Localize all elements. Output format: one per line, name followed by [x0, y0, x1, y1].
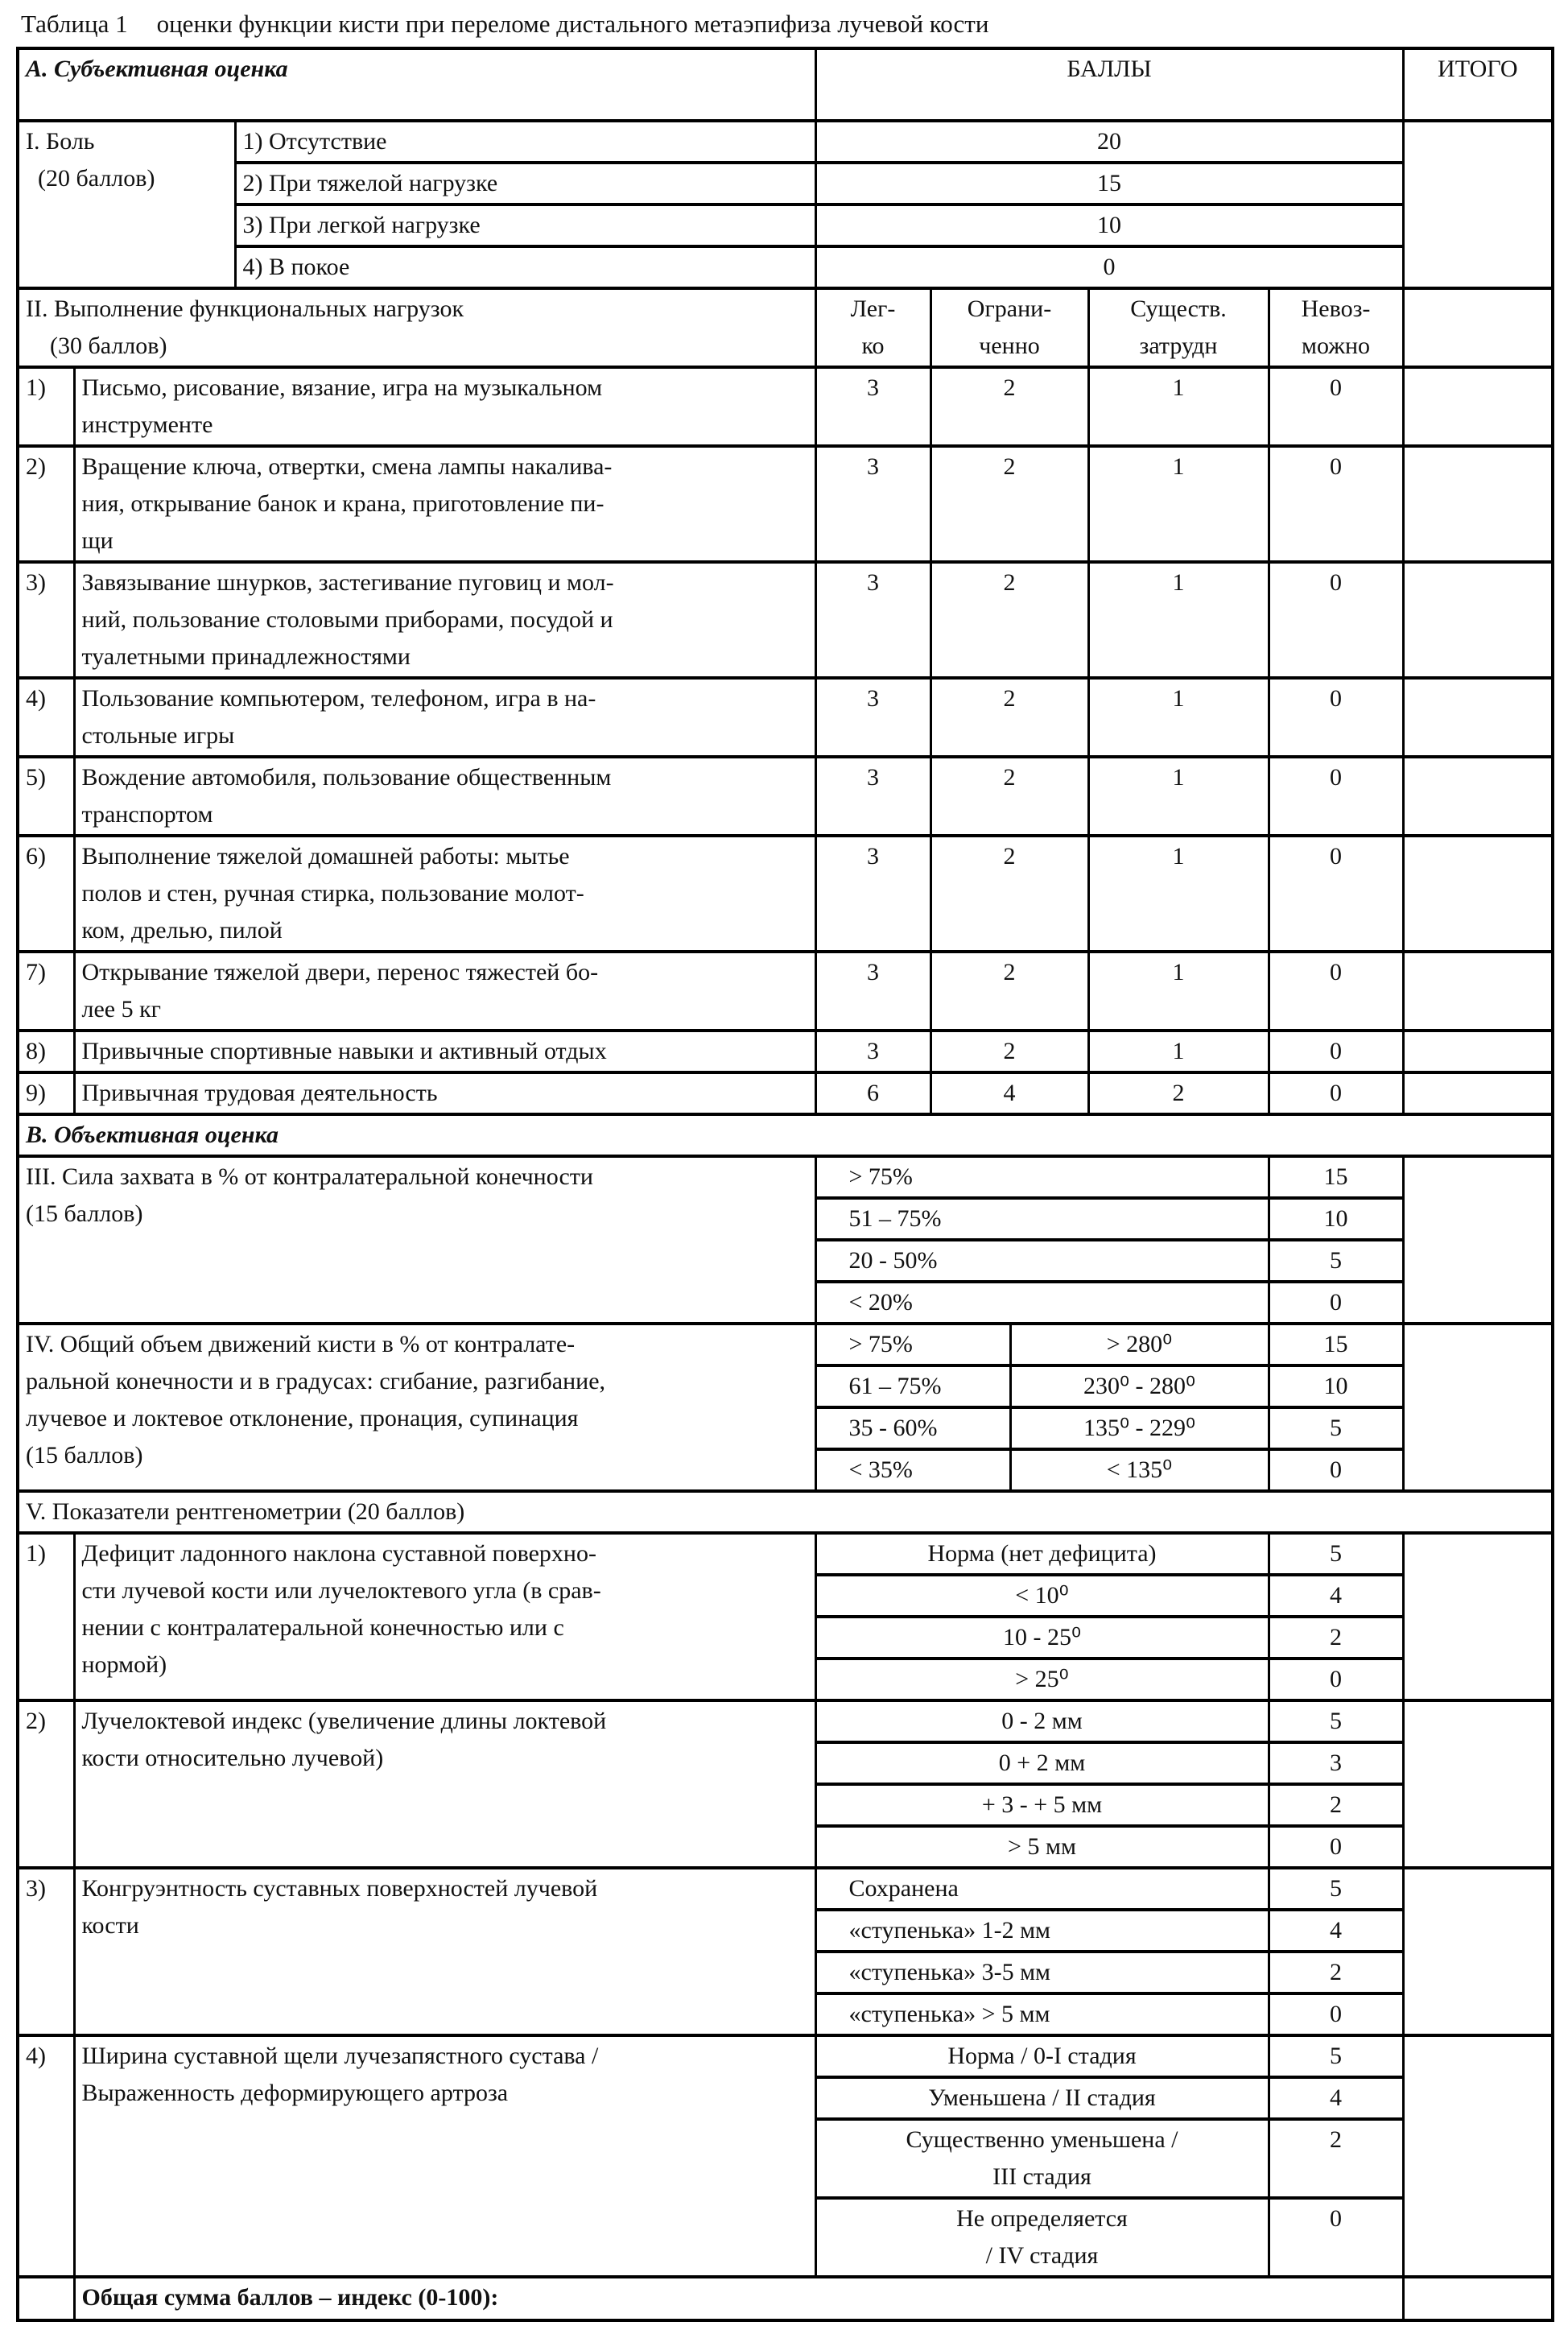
xray-value: 10 - 25⁰	[815, 1617, 1269, 1659]
function-col-header-impossible: Невоз- можно	[1269, 288, 1403, 367]
function-row-label: Привычная трудовая деятельность	[74, 1072, 815, 1114]
xray-value: «ступенька» 3-5 мм	[815, 1952, 1269, 1993]
table-row	[18, 1868, 1553, 1910]
table-row	[18, 204, 1553, 246]
header-total: ИТОГО	[1403, 48, 1553, 121]
grip-range: < 20%	[815, 1282, 1269, 1324]
function-row-value: 1	[1088, 446, 1269, 562]
table-row	[18, 678, 1553, 757]
table-row	[18, 163, 1553, 204]
xray-section-title: V. Показатели рентгенометрии (20 баллов)	[18, 1491, 1553, 1533]
table-row	[18, 2277, 1553, 2320]
function-row-total-cell	[1403, 952, 1553, 1031]
pain-row-value: 20	[815, 121, 1403, 163]
function-row-value: 0	[1269, 757, 1403, 836]
pain-row-value: 0	[815, 246, 1403, 288]
function-col-header-difficult: Существ. затрудн	[1088, 288, 1269, 367]
motion-score: 5	[1269, 1407, 1403, 1449]
xray-score: 0	[1269, 1826, 1403, 1868]
grip-score: 5	[1269, 1240, 1403, 1282]
xray-value: < 10⁰	[815, 1575, 1269, 1617]
xray-score: 2	[1269, 2119, 1403, 2198]
table-row	[18, 1114, 1553, 1156]
function-row-value: 3	[815, 836, 930, 952]
pain-row-value: 10	[815, 204, 1403, 246]
motion-percent: > 75%	[815, 1324, 1010, 1365]
xray-score: 0	[1269, 1659, 1403, 1700]
motion-percent: 35 - 60%	[815, 1407, 1010, 1449]
function-row-label: Привычные спортивные навыки и активный отдых	[74, 1031, 815, 1072]
pain-row-label: 1) Отсутствие	[235, 121, 815, 163]
function-row-value: 3	[815, 446, 930, 562]
motion-total-cell	[1403, 1324, 1553, 1491]
objective-section-header: В. Объективная оценка	[18, 1114, 1553, 1156]
grip-score: 0	[1269, 1282, 1403, 1324]
function-row-label: Пользование компьютером, телефоном, игра в на- стольные игры	[74, 678, 815, 757]
function-row-num: 8)	[18, 1031, 74, 1072]
table-row	[18, 1156, 1553, 1198]
function-row-value: 0	[1269, 952, 1403, 1031]
function-row-value: 2	[930, 1031, 1088, 1072]
xray-score: 4	[1269, 2077, 1403, 2119]
grand-total-label: Общая сумма баллов – индекс (0-100):	[74, 2277, 1403, 2320]
function-row-value: 3	[815, 367, 930, 446]
xray-value: Норма / 0-I стадия	[815, 2035, 1269, 2077]
function-row-value: 0	[1269, 1072, 1403, 1114]
function-row-value: 1	[1088, 757, 1269, 836]
grip-section-title: III. Сила захвата в % от контралатеральной конечности (15 баллов)	[18, 1156, 815, 1324]
function-row-label: Письмо, рисование, вязание, игра на музыкальном инструменте	[74, 367, 815, 446]
table-row	[18, 1324, 1553, 1365]
xray-score: 0	[1269, 1993, 1403, 2035]
table-row	[18, 952, 1553, 1031]
xray-total-cell	[1403, 2035, 1553, 2277]
function-row-value: 1	[1088, 367, 1269, 446]
xray-total-cell	[1403, 1868, 1553, 2035]
table-row	[18, 562, 1553, 678]
motion-score: 15	[1269, 1324, 1403, 1365]
function-row-value: 0	[1269, 678, 1403, 757]
function-row-label: Выполнение тяжелой домашней работы: мытье полов и стен, ручная стирка, пользование молот- ком, дрелью, пилой	[74, 836, 815, 952]
function-row-value: 2	[930, 836, 1088, 952]
xray-value: Уменьшена / II стадия	[815, 2077, 1269, 2119]
xray-score: 4	[1269, 1575, 1403, 1617]
xray-total-cell	[1403, 1533, 1553, 1700]
xray-item-num: 2)	[18, 1700, 74, 1868]
function-row-value: 2	[930, 757, 1088, 836]
motion-score: 0	[1269, 1449, 1403, 1491]
function-row-num: 2)	[18, 446, 74, 562]
function-row-value: 2	[930, 367, 1088, 446]
function-row-value: 1	[1088, 1031, 1269, 1072]
function-row-value: 3	[815, 562, 930, 678]
xray-score: 0	[1269, 2198, 1403, 2277]
function-row-num: 6)	[18, 836, 74, 952]
function-row-value: 1	[1088, 678, 1269, 757]
function-row-num: 5)	[18, 757, 74, 836]
pain-row-label: 2) При тяжелой нагрузке	[235, 163, 815, 204]
function-row-num: 4)	[18, 678, 74, 757]
function-row-label: Открывание тяжелой двери, перенос тяжестей бо- лее 5 кг	[74, 952, 815, 1031]
motion-section-title: IV. Общий объем движений кисти в % от контралате- ральной конечности и в градусах: сгибание, разгибание, лучевое и локтевое отклонение, пронация, супинация (15 баллов)	[18, 1324, 815, 1491]
xray-value: Существенно уменьшена / III стадия	[815, 2119, 1269, 2198]
table-row	[18, 836, 1553, 952]
xray-score: 3	[1269, 1742, 1403, 1784]
function-row-value: 3	[815, 1031, 930, 1072]
function-row-value: 0	[1269, 446, 1403, 562]
table-row	[18, 367, 1553, 446]
table-row	[18, 1491, 1553, 1533]
table-row	[18, 246, 1553, 288]
header-subjective: А. Субъективная оценка	[18, 48, 815, 121]
grip-range: 20 - 50%	[815, 1240, 1269, 1282]
xray-score: 5	[1269, 1700, 1403, 1742]
xray-item-label: Конгруэнтность суставных поверхностей лучевой кости	[74, 1868, 815, 2035]
xray-item-label: Лучелоктевой индекс (увеличение длины локтевой кости относительно лучевой)	[74, 1700, 815, 1868]
function-row-value: 4	[930, 1072, 1088, 1114]
function-row-total-cell	[1403, 446, 1553, 562]
xray-item-num: 3)	[18, 1868, 74, 2035]
xray-value: 0 + 2 мм	[815, 1742, 1269, 1784]
function-row-total-cell	[1403, 757, 1553, 836]
function-row-value: 1	[1088, 836, 1269, 952]
xray-value: 0 - 2 мм	[815, 1700, 1269, 1742]
motion-degrees: < 135⁰	[1010, 1449, 1269, 1491]
xray-value: Не определяется / IV стадия	[815, 2198, 1269, 2277]
table-row	[18, 757, 1553, 836]
xray-value: + 3 - + 5 мм	[815, 1784, 1269, 1826]
function-row-label: Вождение автомобиля, пользование общественным транспортом	[74, 757, 815, 836]
xray-score: 5	[1269, 2035, 1403, 2077]
function-row-value: 2	[930, 952, 1088, 1031]
table-row	[18, 121, 1553, 163]
motion-score: 10	[1269, 1365, 1403, 1407]
table-row	[18, 1031, 1553, 1072]
function-row-num: 7)	[18, 952, 74, 1031]
function-row-value: 0	[1269, 836, 1403, 952]
function-row-num: 1)	[18, 367, 74, 446]
function-row-value: 2	[930, 678, 1088, 757]
function-col-header-limited: Ограни- ченно	[930, 288, 1088, 367]
function-row-value: 0	[1269, 1031, 1403, 1072]
xray-value: > 5 мм	[815, 1826, 1269, 1868]
xray-value: Норма (нет дефицита)	[815, 1533, 1269, 1575]
xray-value: Сохранена	[815, 1868, 1269, 1910]
motion-degrees: > 280⁰	[1010, 1324, 1269, 1365]
motion-percent: 61 – 75%	[815, 1365, 1010, 1407]
function-header-total-cell	[1403, 288, 1553, 367]
function-row-label: Завязывание шнурков, застегивание пуговиц и мол- ний, пользование столовыми приборами, посудой и туалетными принадлежностями	[74, 562, 815, 678]
xray-score: 2	[1269, 1784, 1403, 1826]
xray-total-cell	[1403, 1700, 1553, 1868]
function-row-value: 3	[815, 757, 930, 836]
function-row-total-cell	[1403, 562, 1553, 678]
function-row-value: 2	[1088, 1072, 1269, 1114]
table-number-label: Таблица 1	[21, 10, 128, 38]
grip-score: 10	[1269, 1198, 1403, 1240]
function-row-total-cell	[1403, 836, 1553, 952]
function-row-num: 3)	[18, 562, 74, 678]
function-row-value: 3	[815, 678, 930, 757]
table-caption: оценки функции кисти при переломе дистального метаэпифиза лучевой кости	[156, 10, 989, 38]
xray-score: 2	[1269, 1617, 1403, 1659]
function-row-total-cell	[1403, 367, 1553, 446]
table-row	[18, 1072, 1553, 1114]
table-row	[18, 48, 1553, 121]
grip-total-cell	[1403, 1156, 1553, 1324]
document-title	[21, 8, 1554, 40]
table-row	[18, 2035, 1553, 2077]
grand-total-cell	[1403, 2277, 1553, 2320]
function-row-value: 1	[1088, 952, 1269, 1031]
function-col-header-easy: Лег- ко	[815, 288, 930, 367]
xray-item-num: 1)	[18, 1533, 74, 1700]
table-row	[18, 1533, 1553, 1575]
grip-range: > 75%	[815, 1156, 1269, 1198]
table-row	[18, 446, 1553, 562]
function-row-num: 9)	[18, 1072, 74, 1114]
table-row	[18, 1700, 1553, 1742]
grip-score: 15	[1269, 1156, 1403, 1198]
table-row	[18, 288, 1553, 367]
motion-percent: < 35%	[815, 1449, 1010, 1491]
pain-row-label: 4) В покое	[235, 246, 815, 288]
xray-score: 2	[1269, 1952, 1403, 1993]
function-row-label: Вращение ключа, отвертки, смена лампы накалива- ния, открывание банок и крана, приготовление пи- щи	[74, 446, 815, 562]
function-row-total-cell	[1403, 678, 1553, 757]
function-row-total-cell	[1403, 1031, 1553, 1072]
header-points: БАЛЛЫ	[815, 48, 1403, 121]
xray-value: «ступенька» 1-2 мм	[815, 1910, 1269, 1952]
function-row-value: 6	[815, 1072, 930, 1114]
pain-section-label: I. Боль (20 баллов)	[18, 121, 235, 288]
function-row-value: 1	[1088, 562, 1269, 678]
xray-score: 5	[1269, 1868, 1403, 1910]
pain-total-cell	[1403, 121, 1553, 288]
motion-degrees: 230⁰ - 280⁰	[1010, 1365, 1269, 1407]
function-row-value: 3	[815, 952, 930, 1031]
grip-range: 51 – 75%	[815, 1198, 1269, 1240]
pain-row-value: 15	[815, 163, 1403, 204]
grand-total-num-cell	[18, 2277, 74, 2320]
hand-function-score-table	[16, 47, 1554, 2322]
function-row-value: 2	[930, 562, 1088, 678]
xray-item-label: Дефицит ладонного наклона суставной поверхно- сти лучевой кости или лучелоктевого угла (в срав- нении с контралатеральной конечностью или с нормой)	[74, 1533, 815, 1700]
motion-degrees: 135⁰ - 229⁰	[1010, 1407, 1269, 1449]
xray-value: > 25⁰	[815, 1659, 1269, 1700]
xray-score: 4	[1269, 1910, 1403, 1952]
xray-value: «ступенька» > 5 мм	[815, 1993, 1269, 2035]
function-row-value: 0	[1269, 367, 1403, 446]
xray-score: 5	[1269, 1533, 1403, 1575]
function-section-title: II. Выполнение функциональных нагрузок (30 баллов)	[18, 288, 815, 367]
xray-item-num: 4)	[18, 2035, 74, 2277]
function-row-total-cell	[1403, 1072, 1553, 1114]
function-row-value: 0	[1269, 562, 1403, 678]
pain-row-label: 3) При легкой нагрузке	[235, 204, 815, 246]
function-row-value: 2	[930, 446, 1088, 562]
xray-item-label: Ширина суставной щели лучезапястного сустава / Выраженность деформирующего артроза	[74, 2035, 815, 2277]
